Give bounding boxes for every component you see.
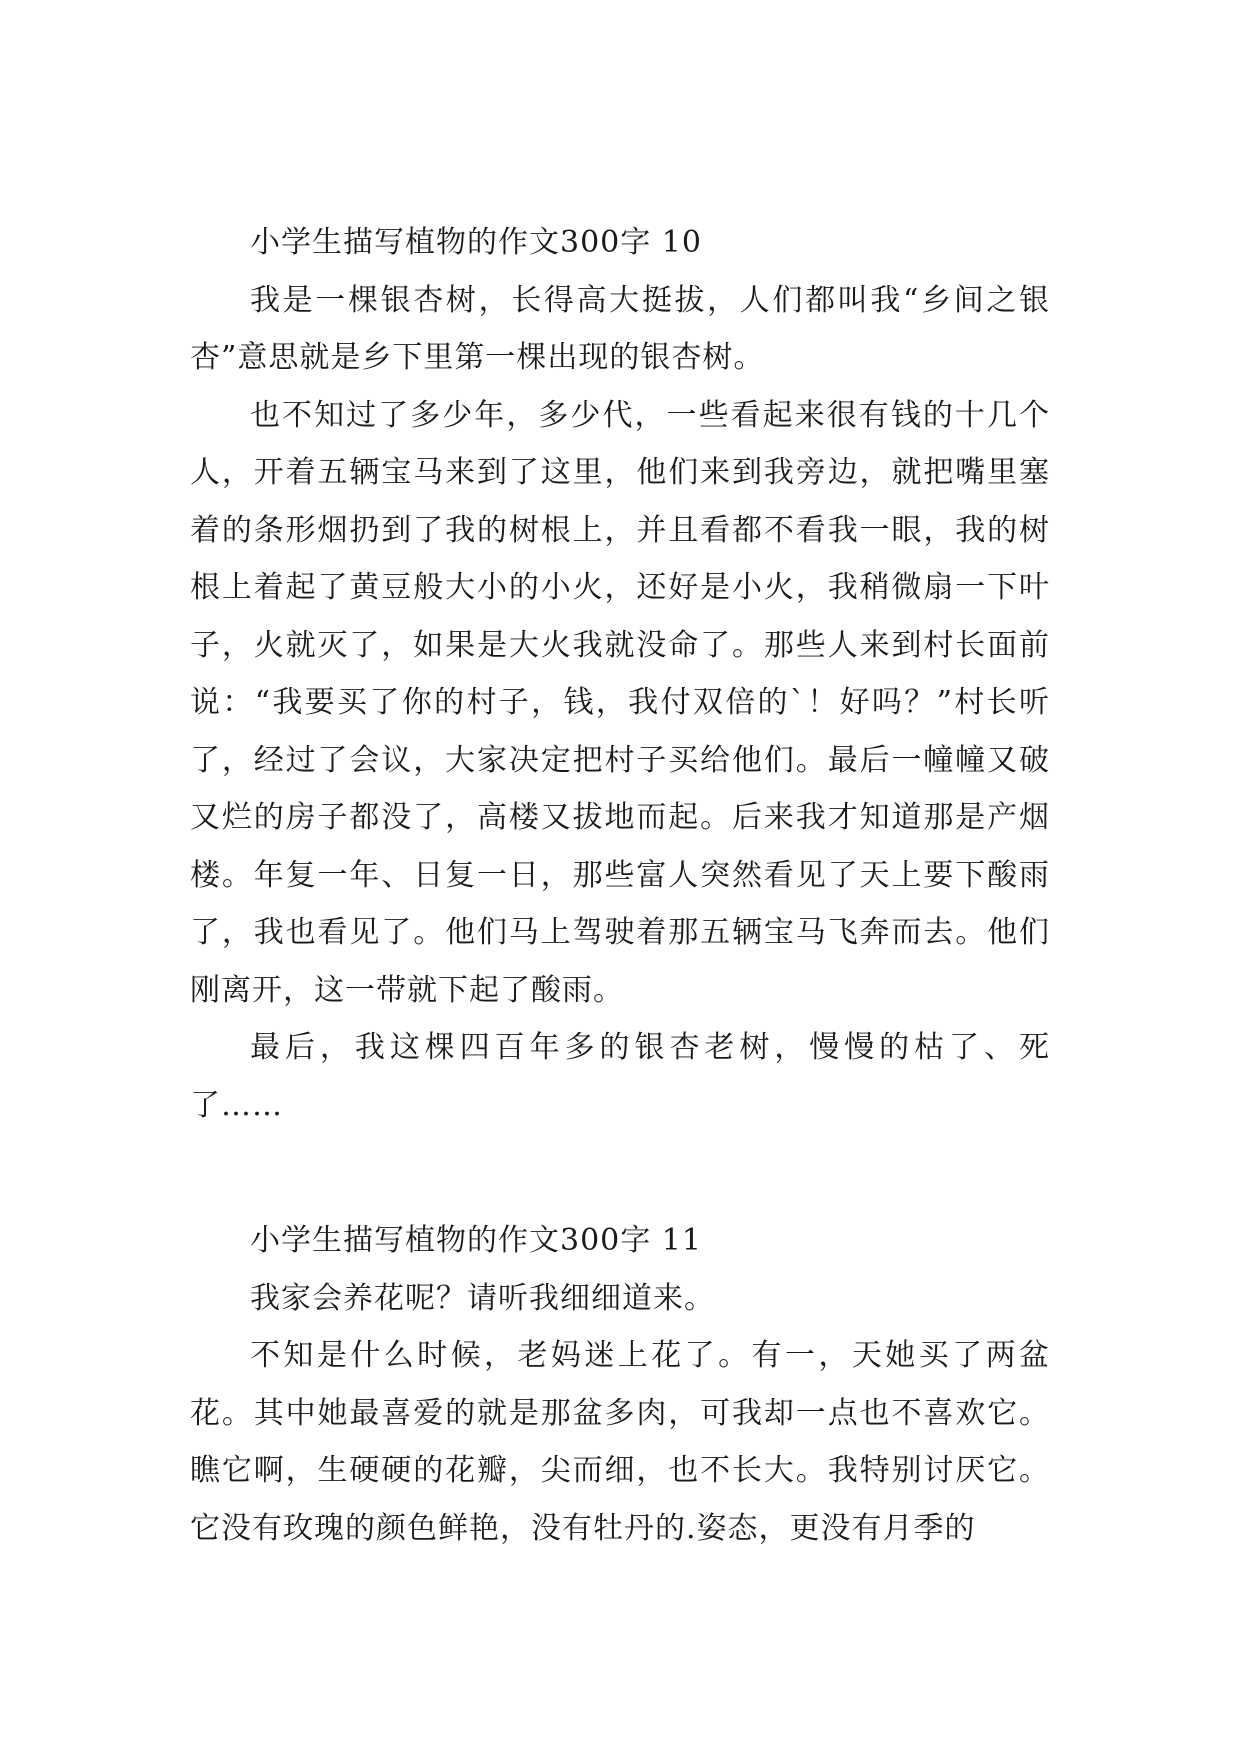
essay-paragraph: 我家会养花呢？请听我细细道来。 (250, 1280, 715, 1316)
essay-section (190, 214, 1050, 1134)
essay-paragraph: 也不知过了多少年，多少代，一些看起来很有钱的十几个人，开着五辆宝马来到了这里，他们来到我旁边，就把嘴里塞着的条形烟扔到了我的树根上，并且看都不看我一眼，我的树根上着起了黄豆般大小的小火，还好是小火，我稍微扇一下叶子，火就灭了，如果是大火我就没命了。那些人来到村长面前说：“我要买了你的村子，钱，我付双倍的`！好吗？”村长听了，经过了会议，大家决定把村子买给他们。最后一幢幢又破又烂的房子都没了，高楼又拔地而起。后来我才知道那是产烟楼。年复一年、日复一日，那些富人突然看见了天上要下酸雨了，我也看见了。他们马上驾驶着那五辆宝马飞奔而去。他们刚离开，这一带就下起了酸雨。 (190, 397, 1050, 1008)
essay-paragraph: 我是一棵银杏树，长得高大挺拔，人们都叫我“乡间之银杏”意思就是乡下里第一棵出现的银杏树。 (190, 282, 1050, 375)
essay-paragraph: 不知是什么时候，老妈迷上花了。有一，天她买了两盆花。其中她最喜爱的就是那盆多肉，可我却一点也不喜欢它。瞧它啊，生硬硬的花瓣，尖而细，也不长大。我特别讨厌它。它没有玫瑰的颜色鲜艳，没有牡丹的.姿态，更没有月季的 (190, 1338, 1050, 1546)
essay-title: 小学生描写植物的作文300字 11 (250, 1223, 702, 1258)
essay-paragraph: 最后，我这棵四百年多的银杏老树，慢慢的枯了、死了…… (190, 1030, 1050, 1123)
essay-title: 小学生描写植物的作文300字 10 (250, 225, 702, 260)
essay-section (190, 1212, 1050, 1557)
